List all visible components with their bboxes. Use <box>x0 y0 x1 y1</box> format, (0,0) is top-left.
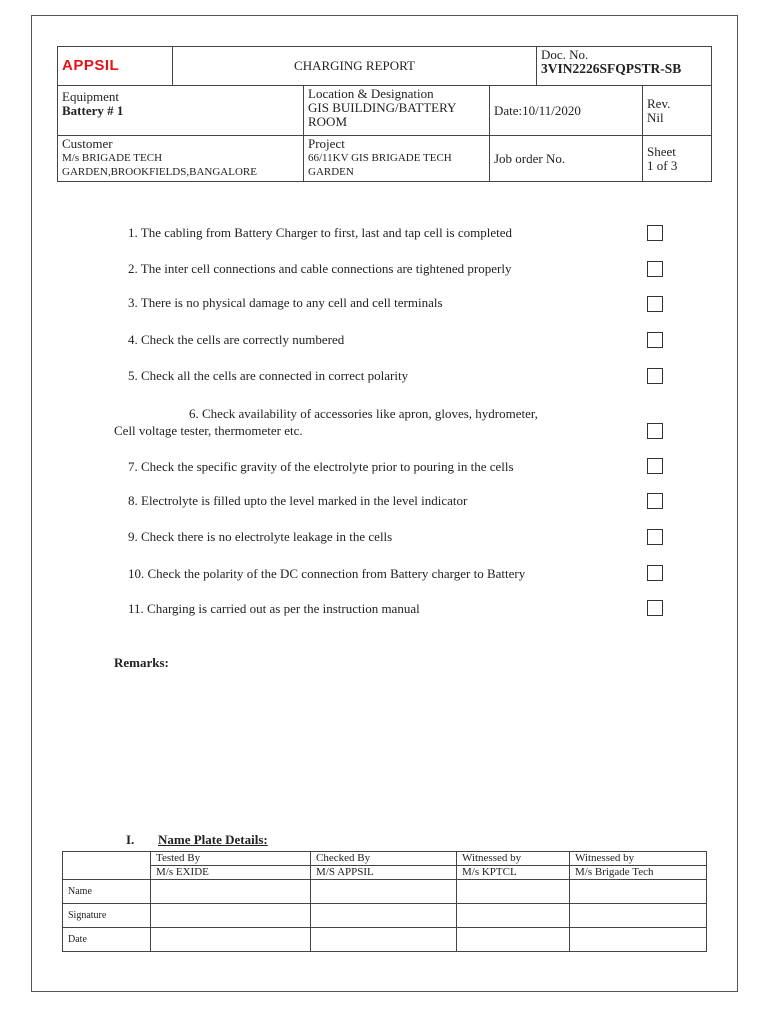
checklist-item-9: 9. Check there is no electrolyte leakage in the cells <box>128 529 393 544</box>
report-header <box>57 46 712 182</box>
party-kptcl: M/s KPTCL <box>457 866 570 880</box>
date-field[interactable] <box>570 928 707 952</box>
row-label-date: Date <box>63 928 151 952</box>
row-label-signature: Signature <box>63 904 151 928</box>
date-field[interactable] <box>151 928 311 952</box>
date-field[interactable] <box>457 928 570 952</box>
project-cell: Project 66/11KV GIS BRIGADE TECH GARDEN <box>304 136 490 182</box>
checkbox-item-8[interactable] <box>647 493 663 509</box>
signature-field[interactable] <box>570 904 707 928</box>
nameplate-table <box>62 851 707 952</box>
name-field[interactable] <box>151 880 311 904</box>
revision-cell: Rev. Nil <box>643 86 712 136</box>
role-witnessed-by-2: Witnessed by <box>570 852 707 866</box>
role-witnessed-by-1: Witnessed by <box>457 852 570 866</box>
checklist-item-5: 5. Check all the cells are connected in correct polarity <box>128 368 409 383</box>
checkbox-item-3[interactable] <box>647 296 663 312</box>
date-cell: Date:10/11/2020 <box>490 86 643 136</box>
signature-field[interactable] <box>457 904 570 928</box>
party-brigade-tech: M/s Brigade Tech <box>570 866 707 880</box>
role-tested-by: Tested By <box>151 852 311 866</box>
checkbox-item-4[interactable] <box>647 332 663 348</box>
sheet-cell: Sheet 1 of 3 <box>643 136 712 182</box>
date-field[interactable] <box>311 928 457 952</box>
signature-field[interactable] <box>151 904 311 928</box>
checklist-item-7: 7. Check the specific gravity of the electrolyte prior to pouring in the cells <box>128 459 514 474</box>
row-label-name: Name <box>63 880 151 904</box>
customer-cell: Customer M/s BRIGADE TECH GARDEN,BROOKFIELDS,BANGALORE <box>58 136 304 182</box>
remarks-label: Remarks: <box>114 655 169 670</box>
checklist-item-1: 1. The cabling from Battery Charger to first, last and tap cell is completed <box>128 225 512 240</box>
company-logo: APPSIL <box>58 47 173 86</box>
checkbox-item-10[interactable] <box>647 565 663 581</box>
checklist-item-2: 2. The inter cell connections and cable connections are tightened properly <box>128 261 512 276</box>
checklist-item-4: 4. Check the cells are correctly numbered <box>128 332 345 347</box>
checklist-item-10: 10. Check the polarity of the DC connection from Battery charger to Battery <box>128 566 526 581</box>
party-exide: M/s EXIDE <box>151 866 311 880</box>
checkbox-item-11[interactable] <box>647 600 663 616</box>
doc-number-cell: Doc. No. 3VIN2226SFQPSTR-SB <box>537 47 712 86</box>
checklist-item-3: 3. There is no physical damage to any cell and cell terminals <box>128 295 443 310</box>
signature-field[interactable] <box>311 904 457 928</box>
party-appsil: M/S APPSIL <box>311 866 457 880</box>
checkbox-item-7[interactable] <box>647 458 663 474</box>
checklist-item-8: 8. Electrolyte is filled upto the level marked in the level indicator <box>128 493 468 508</box>
checklist-item-11: 11. Charging is carried out as per the instruction manual <box>128 601 420 616</box>
name-field[interactable] <box>570 880 707 904</box>
checkbox-item-5[interactable] <box>647 368 663 384</box>
corner-cell <box>63 852 151 880</box>
checkbox-item-9[interactable] <box>647 529 663 545</box>
section-number: I. <box>126 832 135 847</box>
report-title: CHARGING REPORT <box>173 47 537 86</box>
location-cell: Location & Designation GIS BUILDING/BATTERY ROOM <box>304 86 490 136</box>
job-order-cell: Job order No. <box>490 136 643 182</box>
role-checked-by: Checked By <box>311 852 457 866</box>
checklist-item-6: 6. Check availability of accessories like apron, gloves, hydrometer, <box>189 406 538 421</box>
checkbox-item-2[interactable] <box>647 261 663 277</box>
checkbox-item-1[interactable] <box>647 225 663 241</box>
checkbox-item-6[interactable] <box>647 423 663 439</box>
name-field[interactable] <box>457 880 570 904</box>
section-title: Name Plate Details: <box>158 832 268 847</box>
name-field[interactable] <box>311 880 457 904</box>
equipment-cell: Equipment Battery # 1 <box>58 86 304 136</box>
checklist-item-6-continued: Cell voltage tester, thermometer etc. <box>114 423 303 438</box>
